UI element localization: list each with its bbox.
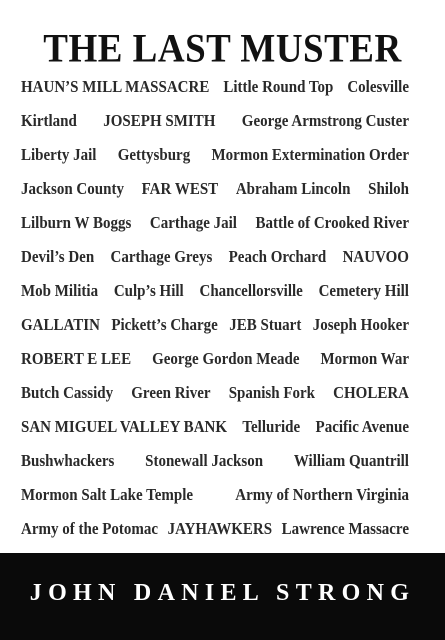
list-phrase: JOSEPH SMITH [103, 112, 216, 131]
list-phrase: Devil’s Den [21, 248, 95, 267]
list-phrase: Mormon War [320, 350, 409, 369]
list-phrase: Butch Cassidy [21, 384, 114, 403]
list-phrase: William Quantrill [293, 452, 409, 471]
list-line [21, 79, 409, 113]
list-phrase: Carthage Greys [110, 248, 213, 267]
list-line [21, 521, 409, 555]
list-phrase: NAUVOO [342, 248, 409, 267]
list-phrase: Mormon Salt Lake Temple [21, 486, 194, 505]
list-phrase: Shiloh [368, 180, 409, 199]
list-phrase: FAR WEST [141, 180, 219, 199]
list-line [21, 419, 409, 453]
list-line [21, 283, 409, 317]
list-line [21, 317, 409, 351]
list-phrase: Little Round Top [223, 78, 334, 97]
list-line [21, 487, 409, 521]
list-line [21, 181, 409, 215]
list-phrase: Army of Northern Virginia [235, 486, 409, 505]
list-phrase: HAUN’S MILL MASSACRE [21, 78, 210, 97]
list-line [21, 385, 409, 419]
list-phrase: GALLATIN [21, 316, 100, 335]
list-phrase: Colesville [347, 78, 409, 97]
list-phrase: Lilburn W Boggs [21, 214, 132, 233]
list-phrase: Jackson County [21, 180, 124, 199]
list-phrase: Culp’s Hill [113, 282, 184, 301]
list-phrase: Lawrence Massacre [281, 520, 409, 539]
list-phrase: JEB Stuart [229, 316, 302, 335]
list-phrase: Mob Militia [21, 282, 99, 301]
list-phrase: Liberty Jail [21, 146, 97, 165]
list-phrase: Telluride [242, 418, 301, 437]
list-phrase: SAN MIGUEL VALLEY BANK [21, 418, 228, 437]
list-phrase: Bushwhackers [21, 452, 115, 471]
list-phrase: JAYHAWKERS [167, 520, 273, 539]
list-phrase: Peach Orchard [228, 248, 327, 267]
list-line [21, 215, 409, 249]
list-phrase: ROBERT E LEE [21, 350, 132, 369]
list-line [21, 113, 409, 147]
list-line [21, 453, 409, 487]
list-phrase: George Gordon Meade [152, 350, 300, 369]
list-phrase: Abraham Lincoln [235, 180, 351, 199]
list-line [21, 249, 409, 283]
list-phrase: Mormon Extermination Order [211, 146, 409, 165]
list-phrase: Chancellorsville [199, 282, 303, 301]
book-title: THE LAST MUSTER [43, 27, 402, 72]
author-name: JOHN DANIEL STRONG [29, 580, 416, 606]
list-phrase: Kirtland [21, 112, 77, 131]
place-and-name-list [21, 79, 409, 555]
list-phrase: Spanish Fork [228, 384, 315, 403]
list-phrase: Pickett’s Charge [111, 316, 218, 335]
list-phrase: Joseph Hooker [312, 316, 409, 335]
list-phrase: Pacific Avenue [315, 418, 409, 437]
list-phrase: Carthage Jail [149, 214, 237, 233]
list-phrase: Cemetery Hill [318, 282, 409, 301]
list-line [21, 351, 409, 385]
list-phrase: Stonewall Jackson [145, 452, 264, 471]
list-phrase: George Armstrong Custer [241, 112, 409, 131]
list-phrase: Gettysburg [117, 146, 191, 165]
list-phrase: Battle of Crooked River [255, 214, 409, 233]
list-phrase: Army of the Potomac [21, 520, 159, 539]
list-phrase: CHOLERA [333, 384, 409, 403]
list-line [21, 147, 409, 181]
list-phrase: Green River [131, 384, 211, 403]
